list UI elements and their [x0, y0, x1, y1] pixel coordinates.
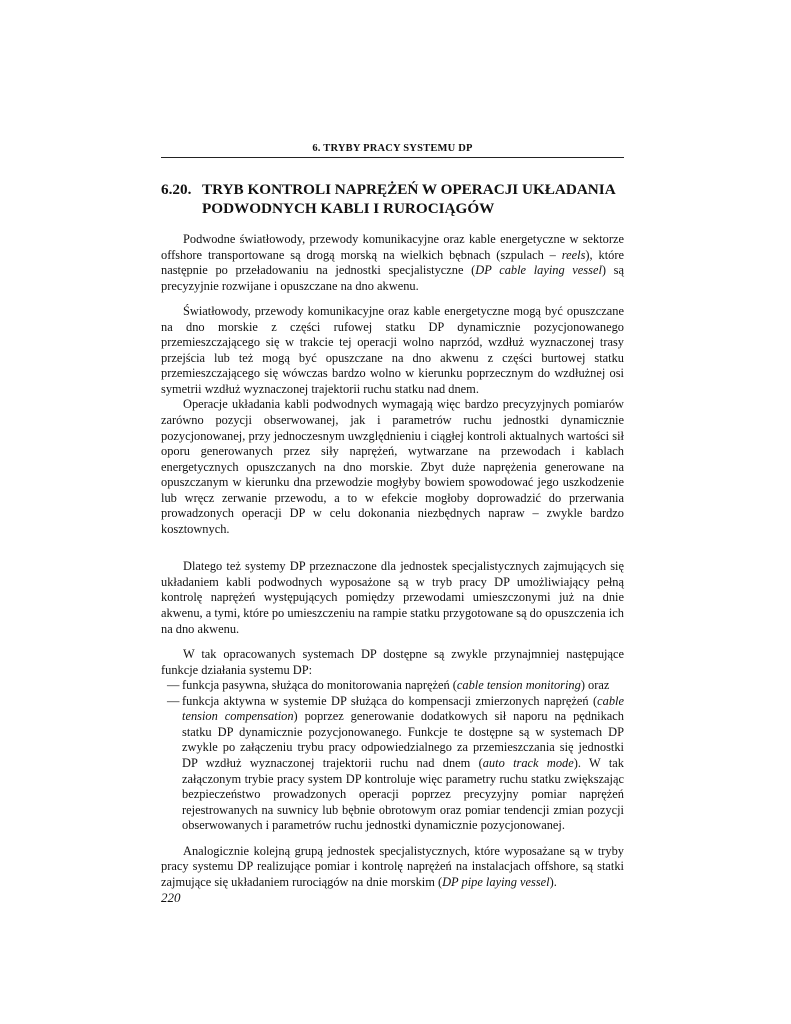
section-heading [161, 180, 624, 218]
paragraph: W tak opracowanych systemach DP dostępne są zwykle przynajmniej następujące funkcje działania systemu DP: [161, 647, 624, 677]
list-item [161, 694, 624, 834]
section-number: 6.20. [161, 181, 192, 198]
page [161, 143, 624, 890]
function-list [161, 678, 624, 833]
text-run: funkcja pasywna, służąca do monitorowania naprężeń ( [182, 678, 457, 693]
paragraph [161, 844, 624, 891]
text-run: ) poprzez generowanie dodatkowych sił naporu na pędnikach statku DP dynamicznie pozycjonowanego. Funkcje te dostępne są w systemach DP zwykle po załączeniu trybu pracy odpowiedzialnego za przemieszczania się jednostki DP wzdłuż wyznaczonej trajektorii ruchu nad dnem ( [182, 709, 624, 770]
italic-term: DP pipe laying vessel [442, 874, 550, 889]
paragraph: Dlatego też systemy DP przeznaczone dla jednostek specjalistycznych zajmujących się układaniem kabli podwodnych wyposażone są w tryb pracy DP umożliwiający pełną kontrolę naprężeń występujących pomiędzy przewodami umieszczonymi już na dnie akwenu, a tymi, które po umieszczeniu na rampie statku przygotowane są do opuszczenia ich na dno akwenu. [161, 559, 624, 636]
paragraph: Światłowody, przewody komunikacyjne oraz kable energetyczne mogą być opuszczane na dno morskie z części rufowej statku DP dynamicznie pozycjonowanego przemieszczającego się w trakcie tej operacji wolno naprzód, wzdłuż wyznaczonej trasy przejścia lub też mogą być opuszczane na dno akwenu z części burtowej statku przemieszczającego się wówczas bardzo wolno w kierunku poprzecznym do wzdłużnej osi symetrii wzdłuż wyznaczonej trajektorii ruchu statku nad dnem. [161, 304, 624, 396]
list-item [161, 678, 624, 694]
text-run: ) oraz [580, 678, 610, 693]
dash-bullet: — [167, 678, 180, 693]
paragraph [161, 232, 624, 294]
text-run: Analogicznie kolejną grupą jednostek specjalistycznych, które wyposażane są w tryby pracy systemu DP realizujące pomiar i kontrolę naprężeń na instalacjach offshore, są statki zajmujące się układaniem rurociągów na dnie morskim ( [161, 843, 624, 889]
running-head: 6. TRYBY PRACY SYSTEMU DP [161, 143, 624, 158]
page-number: 220 [161, 890, 181, 905]
text-run: ), które następnie po przeładowaniu na jednostki specjalistyczne ( [161, 247, 625, 278]
text-run: ). [549, 874, 557, 889]
text-run: ) są precyzyjnie rozwijane i opuszczane na dno akwenu. [161, 263, 625, 293]
text-run: funkcja aktywna w systemie DP służąca do kompensacji zmierzonych naprężeń ( [182, 693, 598, 708]
text-run: ). W tak załączonym trybie pracy system DP kontroluje więc parametry ruchu statku zwiększając bezpieczeństwo prowadzonych operacji poprzez precyzyjny pomiar naprężeń rejestrowanych na suwnicy lub bębnie obrotowym oraz pomiar tendencji zmian pozycji obserwowanych i parametrów ruchu jednostki dynamicznie pozycjonowanej. [182, 755, 624, 833]
italic-term: cable tension compensation [182, 693, 624, 724]
paragraph: Operacje układania kabli podwodnych wymagają więc bardzo precyzyjnych pomiarów zarówno pozycji obserwowanej, jak i parametrów ruchu jednostki dynamicznie pozycjonowanej, przy jednoczesnym uwzględnieniu i ciągłej kontroli aktualnych wartości sił oporu generowanych przez siły naprężeń, wytwarzane na przewodach i kablach energetycznych opuszczanych na dno morskie. Zbyt duże naprężenia generowane na opuszczanym w kierunku dna przewodzie mogłyby bowiem spowodować jego uszkodzenie lub wręcz zerwanie przewodu, a to w efekcie mogłoby doprowadzić do przerwania prowadzonych operacji DP w celu dokonania niezbędnych napraw – zwykle bardzo kosztownych. [161, 397, 624, 536]
italic-term: cable tension monitoring [456, 678, 581, 693]
text-run: Podwodne światłowody, przewody komunikacyjne oraz kable energetyczne w sektorze offshore transportowane są drogą morską na wielkich bębnach (szpulach – [161, 232, 624, 262]
italic-term: auto track mode [482, 755, 574, 770]
section-title: TRYB KONTROLI NAPRĘŻEŃ W OPERACJI UKŁADANIA PODWODNYCH KABLI I RUROCIĄGÓW [202, 181, 615, 217]
body-text [161, 232, 624, 890]
italic-term: DP cable laying vessel [475, 263, 602, 278]
italic-term: reels [561, 247, 586, 262]
dash-bullet: — [167, 693, 180, 708]
